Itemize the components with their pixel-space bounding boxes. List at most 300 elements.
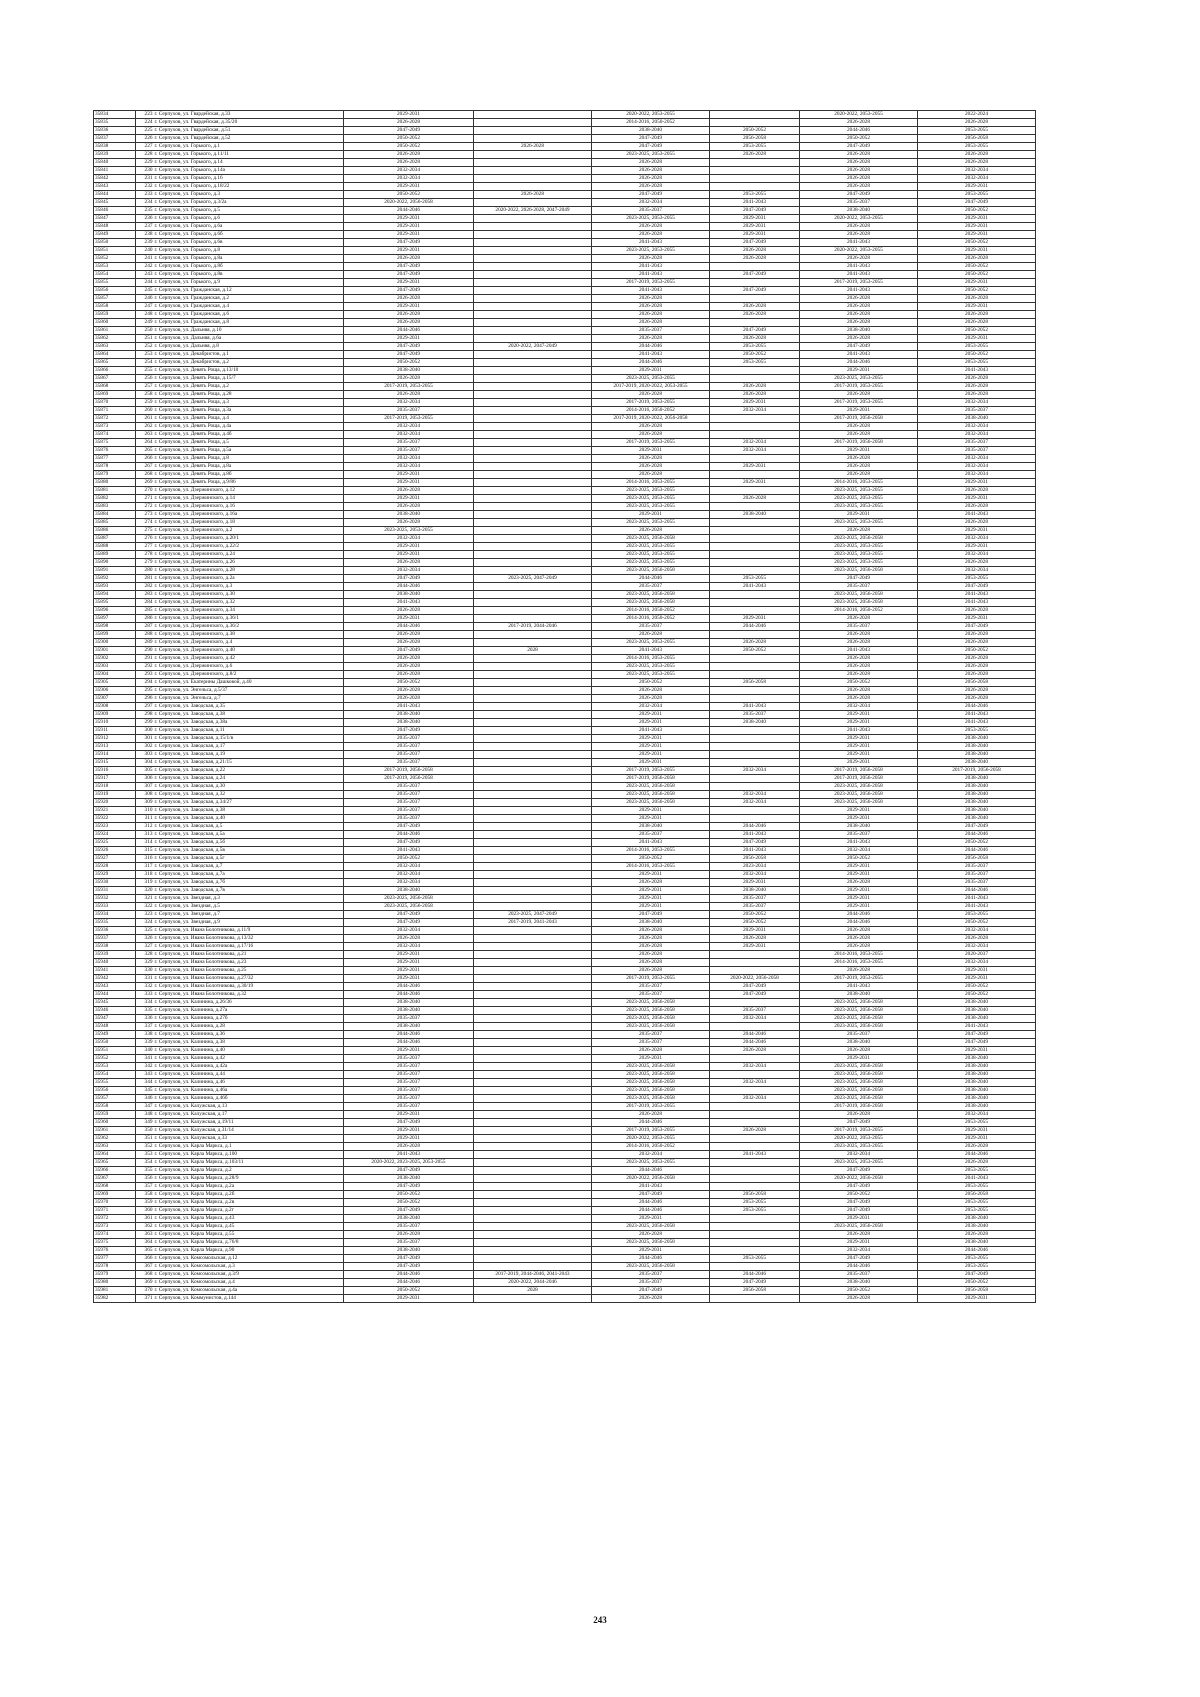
row-number-cell: 260 [136, 407, 154, 415]
year-range-3-cell: 2017-2019, 2053-2055 [592, 975, 710, 983]
year-range-3-cell: 2026-2028 [592, 951, 710, 959]
year-range-4-cell [710, 119, 800, 127]
year-range-2-cell [474, 367, 592, 375]
year-range-2-cell [474, 311, 592, 319]
table-row [94, 223, 1036, 231]
year-range-3-cell: 2017-2019, 2020-2022, 2053-2055 [592, 383, 710, 391]
year-range-2-cell [474, 1143, 592, 1151]
year-range-3-cell: 2023-2025, 2053-2055 [592, 519, 710, 527]
year-range-4-cell: 2044-2046 [710, 823, 800, 831]
year-range-4-cell: 2029-2031 [710, 463, 800, 471]
row-id-cell: 35864 [94, 351, 136, 359]
year-range-4-cell: 2053-2055 [710, 343, 800, 351]
table-row [94, 1103, 1036, 1111]
year-range-6-cell: 2056-2058 [918, 135, 1036, 143]
year-range-2-cell [474, 359, 592, 367]
year-range-6-cell: 2032-2034 [918, 463, 1036, 471]
year-range-1-cell: 2035-2037 [344, 1095, 474, 1103]
year-range-6-cell: 2038-2040 [918, 1095, 1036, 1103]
year-range-4-cell: 2047-2049 [710, 983, 800, 991]
year-range-1-cell: 2029-2031 [344, 1135, 474, 1143]
table-row [94, 255, 1036, 263]
year-range-5-cell: 2029-2031 [800, 1215, 918, 1223]
year-range-3-cell: 2023-2025, 2056-2058 [592, 783, 710, 791]
row-number-cell: 263 [136, 431, 154, 439]
year-range-6-cell: 2044-2046 [918, 887, 1036, 895]
year-range-5-cell: 2029-2031 [800, 719, 918, 727]
address-cell: г. Серпухов, ул. Девять Роща, д.3а [154, 407, 344, 415]
year-range-3-cell: 2044-2046 [592, 1167, 710, 1175]
row-id-cell: 35868 [94, 383, 136, 391]
year-range-2-cell [474, 847, 592, 855]
row-number-cell: 274 [136, 519, 154, 527]
year-range-5-cell: 2026-2028 [800, 695, 918, 703]
year-range-2-cell [474, 1111, 592, 1119]
year-range-6-cell: 2032-2034 [918, 1111, 1036, 1119]
year-range-2-cell [474, 791, 592, 799]
address-cell: г. Серпухов, ул. Ивана Болотникова, д.11/9 [154, 927, 344, 935]
address-cell: г. Серпухов, ул. Горького, д.11/11 [154, 151, 344, 159]
row-id-cell: 35936 [94, 927, 136, 935]
row-number-cell: 350 [136, 1127, 154, 1135]
address-cell: г. Серпухов, ул. Карла Маркса, д.2 [154, 1167, 344, 1175]
year-range-2-cell [474, 943, 592, 951]
row-id-cell: 35966 [94, 1167, 136, 1175]
year-range-1-cell: 2047-2049 [344, 127, 474, 135]
year-range-2-cell: 2026-2028 [474, 191, 592, 199]
year-range-1-cell: 2023-2025, 2056-2058 [344, 903, 474, 911]
year-range-3-cell: 2026-2028 [592, 687, 710, 695]
table-row [94, 383, 1036, 391]
year-range-1-cell: 2029-2031 [344, 975, 474, 983]
row-number-cell: 247 [136, 303, 154, 311]
year-range-2-cell [474, 479, 592, 487]
table-row [94, 1063, 1036, 1071]
table-row [94, 1127, 1036, 1135]
year-range-1-cell: 2044-2046 [344, 831, 474, 839]
year-range-6-cell: 2029-2031 [918, 495, 1036, 503]
year-range-5-cell: 2029-2031 [800, 407, 918, 415]
address-cell: г. Серпухов, ул. Ивана Болотникова, д.32 [154, 991, 344, 999]
year-range-2-cell [474, 175, 592, 183]
table-row [94, 583, 1036, 591]
year-range-3-cell: 2044-2046 [592, 359, 710, 367]
year-range-6-cell: 2050-2052 [918, 239, 1036, 247]
table-row [94, 639, 1036, 647]
year-range-3-cell: 2032-2034 [592, 703, 710, 711]
year-range-1-cell: 2032-2034 [344, 927, 474, 935]
address-cell: г. Серпухов, ул. Звездная, д.7 [154, 911, 344, 919]
address-cell: г. Серпухов, ул. Горького, д.8 [154, 247, 344, 255]
row-number-cell: 297 [136, 703, 154, 711]
address-cell: г. Серпухов, ул. Гражданская, д.4 [154, 303, 344, 311]
address-cell: г. Серпухов, ул. Девять Роща, д.28 [154, 391, 344, 399]
table-row [94, 1143, 1036, 1151]
year-range-5-cell: 2017-2019, 2053-2055 [800, 975, 918, 983]
year-range-2-cell [474, 1127, 592, 1135]
year-range-1-cell: 2038-2040 [344, 591, 474, 599]
year-range-4-cell: 2050-2052 [710, 351, 800, 359]
year-range-6-cell: 2047-2049 [918, 1271, 1036, 1279]
row-id-cell: 35948 [94, 1023, 136, 1031]
row-number-cell: 265 [136, 447, 154, 455]
row-number-cell: 296 [136, 695, 154, 703]
year-range-6-cell: 2035-2037 [918, 439, 1036, 447]
table-row [94, 743, 1036, 751]
year-range-1-cell: 2044-2046 [344, 1279, 474, 1287]
row-number-cell: 307 [136, 783, 154, 791]
year-range-3-cell: 2029-2031 [592, 1055, 710, 1063]
year-range-4-cell [710, 1167, 800, 1175]
row-number-cell: 336 [136, 1015, 154, 1023]
year-range-5-cell: 2023-2025, 2053-2055 [800, 1159, 918, 1167]
row-id-cell: 35897 [94, 615, 136, 623]
row-id-cell: 35915 [94, 759, 136, 767]
row-id-cell: 35973 [94, 1223, 136, 1231]
year-range-3-cell: 2026-2028 [592, 255, 710, 263]
address-cell: г. Серпухов, ул. Девять Роща, д.15/7 [154, 375, 344, 383]
row-number-cell: 275 [136, 527, 154, 535]
table-row [94, 999, 1036, 1007]
year-range-2-cell [474, 967, 592, 975]
year-range-4-cell: 2026-2028 [710, 935, 800, 943]
year-range-1-cell: 2032-2034 [344, 567, 474, 575]
year-range-1-cell: 2026-2028 [344, 687, 474, 695]
year-range-4-cell [710, 279, 800, 287]
year-range-1-cell: 2026-2028 [344, 295, 474, 303]
address-cell: г. Серпухов, ул. Комсомольская, д.3/9 [154, 1271, 344, 1279]
year-range-3-cell: 2023-2025, 2053-2055 [592, 495, 710, 503]
year-range-3-cell: 2029-2031 [592, 711, 710, 719]
row-number-cell: 237 [136, 223, 154, 231]
row-id-cell: 35853 [94, 263, 136, 271]
row-number-cell: 227 [136, 143, 154, 151]
year-range-3-cell: 2047-2049 [592, 1287, 710, 1295]
row-number-cell: 230 [136, 167, 154, 175]
year-range-6-cell: 2050-2052 [918, 327, 1036, 335]
year-range-1-cell: 2026-2028 [344, 639, 474, 647]
year-range-6-cell: 2041-2043 [918, 511, 1036, 519]
row-number-cell: 290 [136, 647, 154, 655]
row-number-cell: 252 [136, 343, 154, 351]
year-range-2-cell [474, 439, 592, 447]
year-range-5-cell: 2050-2052 [800, 1191, 918, 1199]
table-row [94, 351, 1036, 359]
year-range-2-cell [474, 383, 592, 391]
table-row [94, 759, 1036, 767]
year-range-4-cell: 2047-2049 [710, 287, 800, 295]
row-id-cell: 35928 [94, 863, 136, 871]
year-range-4-cell [710, 783, 800, 791]
year-range-2-cell [474, 823, 592, 831]
row-id-cell: 35834 [94, 111, 136, 119]
year-range-5-cell: 2047-2049 [800, 575, 918, 583]
year-range-3-cell: 2023-2025, 2053-2055 [592, 503, 710, 511]
year-range-1-cell: 2023-2025, 2056-2058 [344, 895, 474, 903]
year-range-6-cell: 2038-2040 [918, 1239, 1036, 1247]
year-range-5-cell: 2023-2025, 2056-2058 [800, 799, 918, 807]
table-row [94, 551, 1036, 559]
row-id-cell: 35965 [94, 1159, 136, 1167]
year-range-3-cell: 2026-2028 [592, 631, 710, 639]
row-number-cell: 315 [136, 847, 154, 855]
address-cell: г. Серпухов, ул. Энгельса, д.5/37 [154, 687, 344, 695]
year-range-4-cell [710, 1071, 800, 1079]
row-number-cell: 228 [136, 151, 154, 159]
row-id-cell: 35932 [94, 895, 136, 903]
year-range-6-cell: 2038-2040 [918, 415, 1036, 423]
year-range-5-cell: 2023-2025, 2053-2055 [800, 519, 918, 527]
year-range-3-cell: 2026-2028 [592, 1231, 710, 1239]
year-range-5-cell: 2026-2028 [800, 639, 918, 647]
row-id-cell: 35921 [94, 807, 136, 815]
year-range-2-cell [474, 1263, 592, 1271]
year-range-1-cell: 2044-2046 [344, 1039, 474, 1047]
year-range-4-cell: 2026-2028 [710, 311, 800, 319]
year-range-6-cell: 2050-2052 [918, 991, 1036, 999]
year-range-3-cell: 2017-2019, 2053-2055 [592, 767, 710, 775]
year-range-6-cell: 2032-2034 [918, 943, 1036, 951]
row-number-cell: 277 [136, 543, 154, 551]
year-range-6-cell: 2029-2031 [918, 1047, 1036, 1055]
year-range-4-cell [710, 167, 800, 175]
year-range-1-cell: 2029-2031 [344, 231, 474, 239]
year-range-1-cell: 2026-2028 [344, 695, 474, 703]
year-range-2-cell [474, 447, 592, 455]
year-range-4-cell: 2026-2028 [710, 391, 800, 399]
year-range-5-cell: 2047-2049 [800, 1255, 918, 1263]
address-cell: г. Серпухов, ул. Калинина, д.36 [154, 1031, 344, 1039]
year-range-4-cell [710, 743, 800, 751]
year-range-4-cell: 2026-2028 [710, 247, 800, 255]
row-id-cell: 35949 [94, 1031, 136, 1039]
table-row [94, 1295, 1036, 1303]
year-range-6-cell: 2050-2052 [918, 919, 1036, 927]
row-id-cell: 35931 [94, 887, 136, 895]
year-range-2-cell [474, 719, 592, 727]
year-range-5-cell: 2038-2040 [800, 1039, 918, 1047]
year-range-6-cell: 2044-2046 [918, 703, 1036, 711]
year-range-4-cell [710, 423, 800, 431]
address-cell: г. Серпухов, ул. Горького, д.18/22 [154, 183, 344, 191]
year-range-5-cell: 2023-2025, 2056-2058 [800, 567, 918, 575]
year-range-5-cell: 2032-2034 [800, 847, 918, 855]
row-number-cell: 291 [136, 655, 154, 663]
year-range-6-cell: 2029-2031 [918, 279, 1036, 287]
address-cell: г. Серпухов, ул. Горького, д.1 [154, 143, 344, 151]
year-range-4-cell [710, 735, 800, 743]
year-range-2-cell [474, 687, 592, 695]
row-number-cell: 334 [136, 999, 154, 1007]
year-range-4-cell [710, 1223, 800, 1231]
row-id-cell: 35907 [94, 695, 136, 703]
year-range-2-cell [474, 663, 592, 671]
year-range-2-cell [474, 1087, 592, 1095]
year-range-4-cell: 2032-2034 [710, 799, 800, 807]
row-number-cell: 310 [136, 807, 154, 815]
year-range-5-cell: 2014-2016, 2053-2055 [800, 959, 918, 967]
year-range-1-cell: 2026-2028 [344, 311, 474, 319]
row-number-cell: 349 [136, 1119, 154, 1127]
year-range-6-cell: 2038-2040 [918, 735, 1036, 743]
year-range-4-cell [710, 1239, 800, 1247]
address-cell: г. Серпухов, ул. Калужская, д.31/14 [154, 1127, 344, 1135]
row-id-cell: 35935 [94, 919, 136, 927]
year-range-2-cell [474, 223, 592, 231]
row-id-cell: 35961 [94, 1127, 136, 1135]
year-range-2-cell [474, 1063, 592, 1071]
row-id-cell: 35929 [94, 871, 136, 879]
year-range-3-cell: 2026-2028 [592, 335, 710, 343]
year-range-1-cell: 2017-2019, 2056-2058 [344, 775, 474, 783]
row-id-cell: 35975 [94, 1239, 136, 1247]
row-id-cell: 35927 [94, 855, 136, 863]
year-range-4-cell [710, 1175, 800, 1183]
row-number-cell: 369 [136, 1279, 154, 1287]
year-range-5-cell: 2026-2028 [800, 311, 918, 319]
year-range-6-cell: 2038-2040 [918, 799, 1036, 807]
year-range-5-cell: 2026-2028 [800, 303, 918, 311]
table-row [94, 1071, 1036, 1079]
table-row [94, 607, 1036, 615]
year-range-2-cell [474, 335, 592, 343]
year-range-4-cell: 2035-2037 [710, 711, 800, 719]
year-range-2-cell [474, 127, 592, 135]
year-range-3-cell: 2026-2028 [592, 1295, 710, 1303]
year-range-6-cell: 2056-2058 [918, 1287, 1036, 1295]
year-range-1-cell: 2047-2049 [344, 1207, 474, 1215]
year-range-3-cell: 2026-2028 [592, 471, 710, 479]
year-range-6-cell: 2017-2019, 2056-2058 [918, 767, 1036, 775]
year-range-5-cell: 2047-2049 [800, 1183, 918, 1191]
year-range-6-cell: 2032-2034 [918, 455, 1036, 463]
year-range-4-cell: 2023-2034 [710, 863, 800, 871]
year-range-6-cell: 2038-2040 [918, 1223, 1036, 1231]
year-range-5-cell: 2014-2016, 2050-2052 [800, 607, 918, 615]
address-cell: г. Серпухов, ул. Горького, д.14а [154, 167, 344, 175]
year-range-6-cell: 2026-2028 [918, 559, 1036, 567]
row-id-cell: 35869 [94, 391, 136, 399]
year-range-4-cell [710, 1023, 800, 1031]
year-range-4-cell [710, 1055, 800, 1063]
year-range-4-cell: 2029-2031 [710, 231, 800, 239]
address-cell: г. Серпухов, ул. Калужская, д.17 [154, 1111, 344, 1119]
table-row [94, 855, 1036, 863]
address-cell: г. Серпухов, ул. Дзержинского, д.20/1 [154, 535, 344, 543]
year-range-2-cell [474, 303, 592, 311]
year-range-3-cell: 2029-2031 [592, 871, 710, 879]
year-range-2-cell: 2028 [474, 647, 592, 655]
year-range-1-cell: 2038-2040 [344, 511, 474, 519]
table-row [94, 727, 1036, 735]
year-range-1-cell: 2029-2031 [344, 951, 474, 959]
address-cell: г. Серпухов, ул. Калинина, д.26/36 [154, 999, 344, 1007]
year-range-3-cell: 2023-2025, 2056-2058 [592, 999, 710, 1007]
table-row [94, 367, 1036, 375]
year-range-3-cell: 2023-2025, 2056-2058 [592, 1015, 710, 1023]
year-range-1-cell: 2044-2046 [344, 991, 474, 999]
table-row [94, 783, 1036, 791]
year-range-4-cell: 2035-2037 [710, 903, 800, 911]
row-number-cell: 243 [136, 271, 154, 279]
address-cell: г. Серпухов, ул. Гвардейская, д.51 [154, 127, 344, 135]
table-row [94, 1015, 1036, 1023]
year-range-1-cell: 2044-2046 [344, 983, 474, 991]
address-cell: г. Серпухов, ул. Дзержинского, д.2 [154, 527, 344, 535]
address-cell: г. Серпухов, ул. Калинина, д.46а [154, 1087, 344, 1095]
row-number-cell: 271 [136, 495, 154, 503]
year-range-1-cell: 2047-2049 [344, 351, 474, 359]
year-range-2-cell [474, 111, 592, 119]
year-range-3-cell: 2029-2031 [592, 511, 710, 519]
table-row [94, 399, 1036, 407]
year-range-3-cell: 2023-2025, 2053-2055 [592, 639, 710, 647]
year-range-6-cell: 2038-2040 [918, 1103, 1036, 1111]
row-number-cell: 341 [136, 1055, 154, 1063]
address-cell: г. Серпухов, ул. Заводская, д.38 [154, 807, 344, 815]
table-row [94, 1039, 1036, 1047]
year-range-6-cell: 2026-2028 [918, 255, 1036, 263]
year-range-1-cell: 2050-2052 [344, 143, 474, 151]
table-row [94, 799, 1036, 807]
row-id-cell: 35955 [94, 1079, 136, 1087]
row-number-cell: 321 [136, 895, 154, 903]
year-range-5-cell: 2032-2034 [800, 1247, 918, 1255]
row-number-cell: 248 [136, 311, 154, 319]
year-range-6-cell: 2032-2034 [918, 431, 1036, 439]
year-range-1-cell: 2038-2040 [344, 1007, 474, 1015]
year-range-5-cell: 2023-2025, 2053-2055 [800, 543, 918, 551]
year-range-2-cell [474, 319, 592, 327]
address-cell: г. Серпухов, ул. Горького, д.8а [154, 255, 344, 263]
year-range-5-cell: 2023-2025, 2053-2055 [800, 495, 918, 503]
year-range-3-cell: 2041-2043 [592, 839, 710, 847]
year-range-2-cell [474, 879, 592, 887]
year-range-4-cell [710, 599, 800, 607]
row-number-cell: 364 [136, 1239, 154, 1247]
year-range-5-cell: 2023-2025, 2056-2058 [800, 599, 918, 607]
row-number-cell: 238 [136, 231, 154, 239]
year-range-6-cell: 2038-2040 [918, 775, 1036, 783]
year-range-5-cell: 2026-2028 [800, 231, 918, 239]
row-id-cell: 35839 [94, 151, 136, 159]
table-row [94, 983, 1036, 991]
year-range-5-cell: 2020-2022, 2053-2055 [800, 215, 918, 223]
address-cell: г. Серпухов, ул. Дальняя, д.8 [154, 343, 344, 351]
year-range-3-cell: 2026-2028 [592, 1111, 710, 1119]
address-cell: г. Серпухов, ул. Дзержинского, д.36/2 [154, 623, 344, 631]
year-range-1-cell: 2035-2037 [344, 439, 474, 447]
row-id-cell: 35914 [94, 751, 136, 759]
row-number-cell: 225 [136, 127, 154, 135]
table-row [94, 591, 1036, 599]
year-range-3-cell: 2044-2046 [592, 1207, 710, 1215]
year-range-3-cell: 2017-2019, 2020-2022, 2056-2058 [592, 415, 710, 423]
row-id-cell: 35883 [94, 503, 136, 511]
table-row [94, 143, 1036, 151]
address-cell: г. Серпухов, ул. Дальняя, д.6а [154, 335, 344, 343]
year-range-3-cell: 2041-2043 [592, 351, 710, 359]
year-range-1-cell: 2029-2031 [344, 183, 474, 191]
year-range-2-cell [474, 975, 592, 983]
year-range-3-cell: 2029-2031 [592, 735, 710, 743]
year-range-6-cell: 2029-2031 [918, 527, 1036, 535]
year-range-2-cell [474, 535, 592, 543]
year-range-3-cell: 2023-2025, 2053-2055 [592, 671, 710, 679]
row-number-cell: 340 [136, 1047, 154, 1055]
year-range-3-cell: 2017-2019, 2053-2055 [592, 399, 710, 407]
year-range-1-cell: 2035-2037 [344, 759, 474, 767]
